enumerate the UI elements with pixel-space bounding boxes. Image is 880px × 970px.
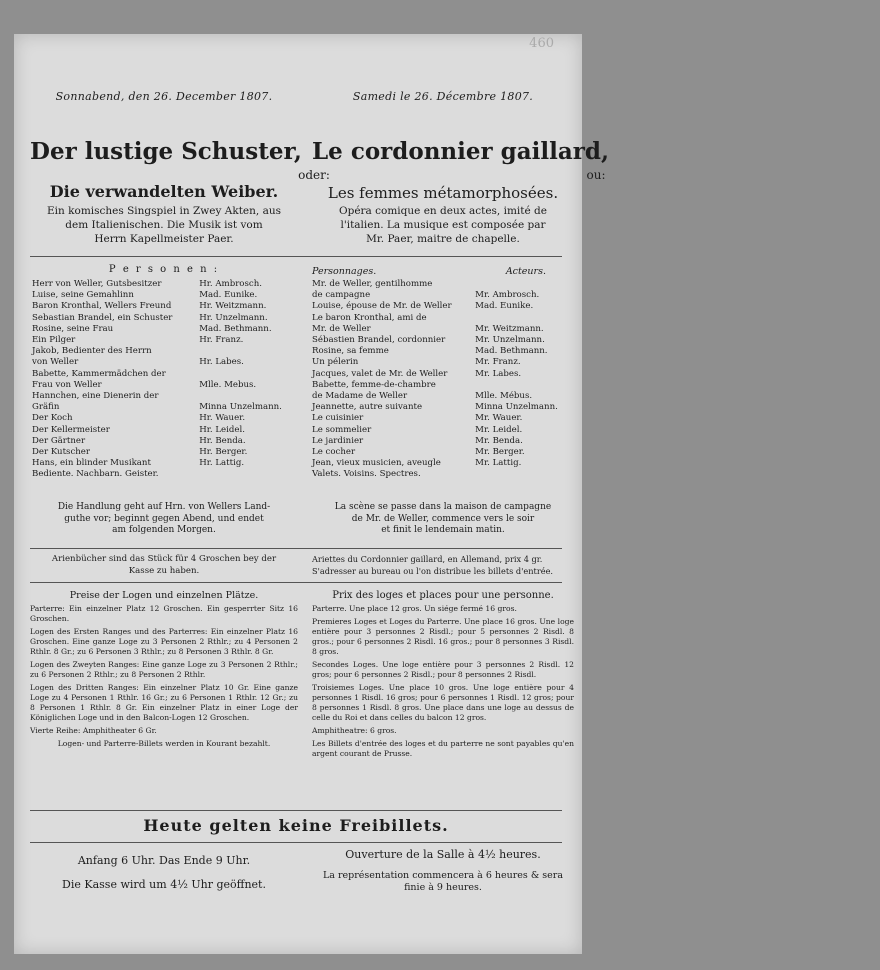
- french-ou: ou:: [586, 168, 606, 182]
- french-cast-row: [312, 324, 570, 335]
- french-price-item: Troisiemes Loges. Une place 10 gros. Une loge entière pour 4 personnes 1 Risdl. 16 gros; pour 6 personnes 1 Risdl. 12 gros; pour 8 personnes 1 Risdl. 8 gros. Une place dans une loge au dessus de celle du Roi et dans celles du balcon 12 gros.: [312, 683, 574, 722]
- german-actor: [195, 346, 296, 357]
- german-role: Herr von Weller, Gutsbesitzer: [32, 279, 162, 289]
- french-price-item: Secondes Loges. Une loge entière pour 3 personnes 2 Risdl. 12 gros; pour 6 personnes 2 Risdl.; pour 8 personnes 2 Risdl.: [312, 660, 574, 679]
- german-cast-row: [32, 301, 296, 312]
- german-actor: Hr. Leidel.: [199, 424, 245, 435]
- french-actor: Mr. Unzelmann.: [475, 335, 545, 346]
- german-actor: Hr. Berger.: [199, 447, 248, 458]
- french-cast-row: [312, 447, 570, 458]
- french-ariettes-note: Ariettes du Cordonnier gaillard, en Allemand, prix 4 gr. S'adresser au bureau ou l'on distribue les billets d'entrée.: [312, 554, 554, 576]
- german-anfang: Anfang 6 Uhr. Das Ende 9 Uhr.: [77, 854, 251, 867]
- french-cast-row: [312, 301, 570, 312]
- french-scene: La scène se passe dans la maison de campagne de Mr. de Weller, commence vers le soir et finit le lendemain matin.: [334, 502, 552, 535]
- german-role: Hannchen, eine Dienerin der: [32, 391, 159, 402]
- german-actor: Mad. Eunike.: [199, 290, 258, 301]
- french-role: Le cocher: [312, 447, 356, 458]
- french-role: Mr. de Weller: [312, 323, 371, 334]
- french-role: Louise, épouse de Mr. de Weller: [312, 301, 452, 312]
- french-cast-row: [312, 313, 570, 324]
- german-cast-row: [32, 436, 296, 447]
- german-cast-row: [32, 369, 296, 380]
- french-role: Sébastien Brandel, cordonnier: [312, 335, 446, 346]
- french-ouverture: Ouverture de la Salle à 4½ heures.: [345, 848, 541, 861]
- german-role: Der Kutscher: [32, 447, 90, 458]
- french-actor: Mr. Lattig.: [475, 458, 522, 469]
- french-cast-row: [312, 391, 570, 402]
- german-cast-row: [32, 402, 296, 413]
- german-actor: Hr. Wauer.: [199, 413, 246, 424]
- french-cast-row: [312, 436, 570, 447]
- german-price-item: Logen- und Parterre-Billets werden in Kourant bezahlt.: [57, 739, 271, 748]
- french-actor: Mad. Bethmann.: [475, 346, 548, 357]
- french-role: Jeannette, autre suivante: [312, 402, 423, 413]
- german-cast-row: [32, 447, 296, 458]
- french-prices: [312, 604, 574, 759]
- german-description: Ein komisches Singspiel in Zwey Akten, aus dem Italienischen. Die Musik ist vom Herrn Kapellmeister Paer.: [47, 205, 281, 245]
- german-actor: [195, 391, 296, 402]
- german-role: von Weller: [32, 357, 79, 368]
- french-actor: Mad. Eunike.: [475, 301, 534, 312]
- german-cast-row: [32, 458, 296, 469]
- french-role: Le baron Kronthal, ami de: [312, 312, 427, 323]
- german-price-item: Logen des Zweyten Ranges: Eine ganze Loge zu 3 Personen 2 Rthlr.; zu 6 Personen 2 Rthlr.; zu 8 Personen 2 Rthlr.: [30, 660, 298, 679]
- german-actor: Hr. Benda.: [199, 435, 246, 446]
- german-title: Der lustige Schuster,: [30, 138, 302, 165]
- german-price-item: Vierte Reihe: Amphitheater 6 Gr.: [30, 726, 157, 735]
- french-actor: [471, 380, 570, 391]
- french-prices-heading: Prix des loges et places pour une personne.: [332, 590, 554, 601]
- french-cast-row: [312, 402, 570, 413]
- french-actor: [471, 469, 570, 480]
- french-role: Le jardinier: [312, 435, 364, 446]
- divider: [30, 842, 562, 843]
- french-actor: Mr. Franz.: [475, 357, 521, 368]
- french-cast-heading: Personnages. Acteurs.: [312, 266, 546, 277]
- divider: [30, 256, 562, 257]
- french-actor: [471, 279, 570, 290]
- german-cast-row: [32, 380, 296, 391]
- french-price-item: Parterre. Une place 12 gros. Un siége fermé 16 gros.: [312, 604, 517, 613]
- german-role: Sebastian Brandel, ein Schuster: [32, 312, 173, 323]
- german-role: Rosine, seine Frau: [32, 323, 114, 334]
- german-price-item: Logen des Ersten Ranges und des Parterres: Ein einzelner Platz 16 Groschen. Eine ganze Loge zu 3 Personen 2 Rthlr.; zu 4 Personen 2 Rthlr. 8 Gr.; zu 6 Personen 3 Rthlr.; zu 8 Personen 3 Rthlr. 8 Gr.: [30, 627, 298, 656]
- german-actor: Mad. Bethmann.: [199, 323, 272, 334]
- divider: [30, 548, 562, 549]
- german-actor: Hr. Ambrosch.: [199, 279, 262, 289]
- french-subtitle: Les femmes métamorphosées.: [327, 184, 559, 202]
- german-role: Der Koch: [32, 413, 73, 424]
- french-actor: Mr. Leidel.: [475, 424, 523, 435]
- french-actor: Mlle. Mébus.: [475, 391, 533, 402]
- german-subtitle: Die verwandelten Weiber.: [49, 182, 279, 201]
- french-actor: Mr. Weitzmann.: [475, 323, 544, 334]
- german-cast-row: [32, 335, 296, 346]
- french-description: Opéra comique en deux actes, imité de l'italien. La musique est composée par Mr. Paer, maitre de chapelle.: [338, 205, 547, 245]
- french-role: Un pélerin: [312, 357, 359, 368]
- german-role: Der Kellermeister: [32, 424, 110, 435]
- german-cast-row: [32, 469, 296, 480]
- german-cast-row: [32, 391, 296, 402]
- german-role: Ein Pilger: [32, 335, 76, 346]
- french-cast-row: [312, 290, 570, 301]
- french-actor: Mr. Labes.: [475, 368, 522, 379]
- french-price-item: Amphitheatre: 6 gros.: [312, 726, 397, 735]
- german-role: Luise, seine Gemahlinn: [32, 290, 134, 301]
- german-actor: Hr. Labes.: [199, 357, 244, 368]
- german-kasse: Die Kasse wird um 4½ Uhr geöffnet.: [62, 878, 266, 891]
- french-cast-row: [312, 380, 570, 391]
- german-actor: [195, 369, 296, 380]
- german-actor: Hr. Unzelmann.: [199, 312, 268, 323]
- french-date: Samedi le 26. Décembre 1807.: [352, 90, 534, 103]
- french-role: Jean, vieux musicien, aveugle: [312, 458, 441, 469]
- german-cast-row: [32, 324, 296, 335]
- french-role: Le cuisinier: [312, 413, 364, 424]
- french-cast-row: [312, 413, 570, 424]
- german-role: Gräfin: [32, 402, 60, 413]
- french-role: Rosine, sa femme: [312, 346, 389, 357]
- german-role: Der Gärtner: [32, 435, 86, 446]
- german-role: Hans, ein blinder Musikant: [32, 458, 151, 469]
- french-role: de campagne: [312, 290, 371, 301]
- german-actor: Mlle. Mebus.: [199, 379, 257, 390]
- french-role: Valets. Voisins. Spectres.: [312, 469, 421, 480]
- german-cast-row: [32, 425, 296, 436]
- german-cast-row: [32, 279, 296, 290]
- german-cast-row: [32, 346, 296, 357]
- german-prices-heading: Preise der Logen und einzelnen Plätze.: [69, 590, 259, 601]
- german-actor: Hr. Weitzmann.: [199, 301, 267, 312]
- french-actor: [471, 313, 570, 324]
- french-title: Le cordonnier gaillard,: [312, 138, 609, 165]
- shelfmark: 460: [529, 36, 554, 51]
- german-scene: Die Handlung geht auf Hrn. von Wellers Land- guthe vor; beginnt gegen Abend, und endet am folgenden Morgen.: [57, 502, 271, 535]
- german-cast-row: [32, 290, 296, 301]
- french-actor: Mr. Wauer.: [475, 413, 523, 424]
- german-cast-row: [32, 313, 296, 324]
- french-price-item: Les Billets d'entrée des loges et du parterre ne sont payables qu'en argent courant de Prusse.: [312, 739, 574, 758]
- french-role: Le sommelier: [312, 424, 372, 435]
- german-role: Jakob, Bedienter des Herrn: [32, 346, 152, 357]
- german-actor: Hr. Franz.: [199, 335, 244, 346]
- german-cast-row: [32, 357, 296, 368]
- german-oder: oder:: [298, 168, 330, 182]
- german-prices: [30, 604, 298, 749]
- german-price-item: Logen des Dritten Ranges: Ein einzelner Platz 10 Gr. Eine ganze Loge zu 4 Personen 1 Rthlr. 16 Gr.; zu 6 Personen 1 Rthlr. 12 Gr.; zu 8 Personen 1 Rthlr. 8 Gr. Ein einzelner Platz in einer Loge der Königlichen Loge und in den Balcon-Logen 12 Groschen.: [30, 683, 298, 722]
- french-role: Babette, femme-de-chambre: [312, 379, 436, 390]
- french-cast-row: [312, 458, 570, 469]
- french-role: Jacques, valet de Mr. de Weller: [312, 368, 448, 379]
- german-personen-heading: P e r s o n e n :: [108, 264, 220, 275]
- divider: [30, 810, 562, 811]
- playbill-sheet: [14, 34, 609, 954]
- french-price-item: Premieres Loges et Loges du Parterre. Une place 16 gros. Une loge entière pour 3 personnes 2 Risdl.; pour 5 personnes 2 Risdl. 8 gros.; pour 6 personnes 2 Risdl. 16 gros.; pour 8 personnes 3 Risdl. 8 gros.: [312, 617, 574, 656]
- french-cast-row: [312, 346, 570, 357]
- german-arien-note: Arienbücher sind das Stück für 4 Groschen bey der Kasse zu haben.: [51, 554, 277, 576]
- german-role: Frau von Weller: [32, 379, 102, 390]
- french-cast-list: [312, 279, 570, 481]
- french-role: de Madame de Weller: [312, 391, 408, 402]
- german-actor: Hr. Lattig.: [199, 458, 245, 469]
- german-cast-row: [32, 413, 296, 424]
- german-date: Sonnabend, den 26. December 1807.: [55, 90, 273, 103]
- french-cast-row: [312, 425, 570, 436]
- german-role: Baron Kronthal, Wellers Freund: [32, 301, 172, 312]
- german-role: Bediente. Nachbarn. Geister.: [32, 469, 159, 480]
- french-cast-row: [312, 469, 570, 480]
- german-actor: [195, 469, 296, 480]
- french-actor: Mr. Ambrosch.: [475, 290, 540, 301]
- french-role: Mr. de Weller, gentilhomme: [312, 279, 433, 289]
- french-cast-row: [312, 369, 570, 380]
- french-cast-row: [312, 279, 570, 290]
- german-price-item: Parterre: Ein einzelner Platz 12 Groschen. Ein gesperrter Sitz 16 Groschen.: [30, 604, 298, 623]
- german-actor: Minna Unzelmann.: [199, 402, 282, 413]
- french-representation: La représentation commencera à 6 heures & sera finie à 9 heures.: [322, 870, 564, 893]
- french-actor: Mr. Berger.: [475, 447, 525, 458]
- divider: [30, 582, 562, 583]
- german-cast-list: [32, 279, 296, 481]
- french-actor: Minna Unzelmann.: [475, 402, 558, 413]
- french-cast-row: [312, 357, 570, 368]
- freibillets-notice: Heute gelten keine Freibillets.: [143, 816, 449, 835]
- french-actor: Mr. Benda.: [475, 435, 523, 446]
- french-cast-row: [312, 335, 570, 346]
- german-role: Babette, Kammermädchen der: [32, 368, 166, 379]
